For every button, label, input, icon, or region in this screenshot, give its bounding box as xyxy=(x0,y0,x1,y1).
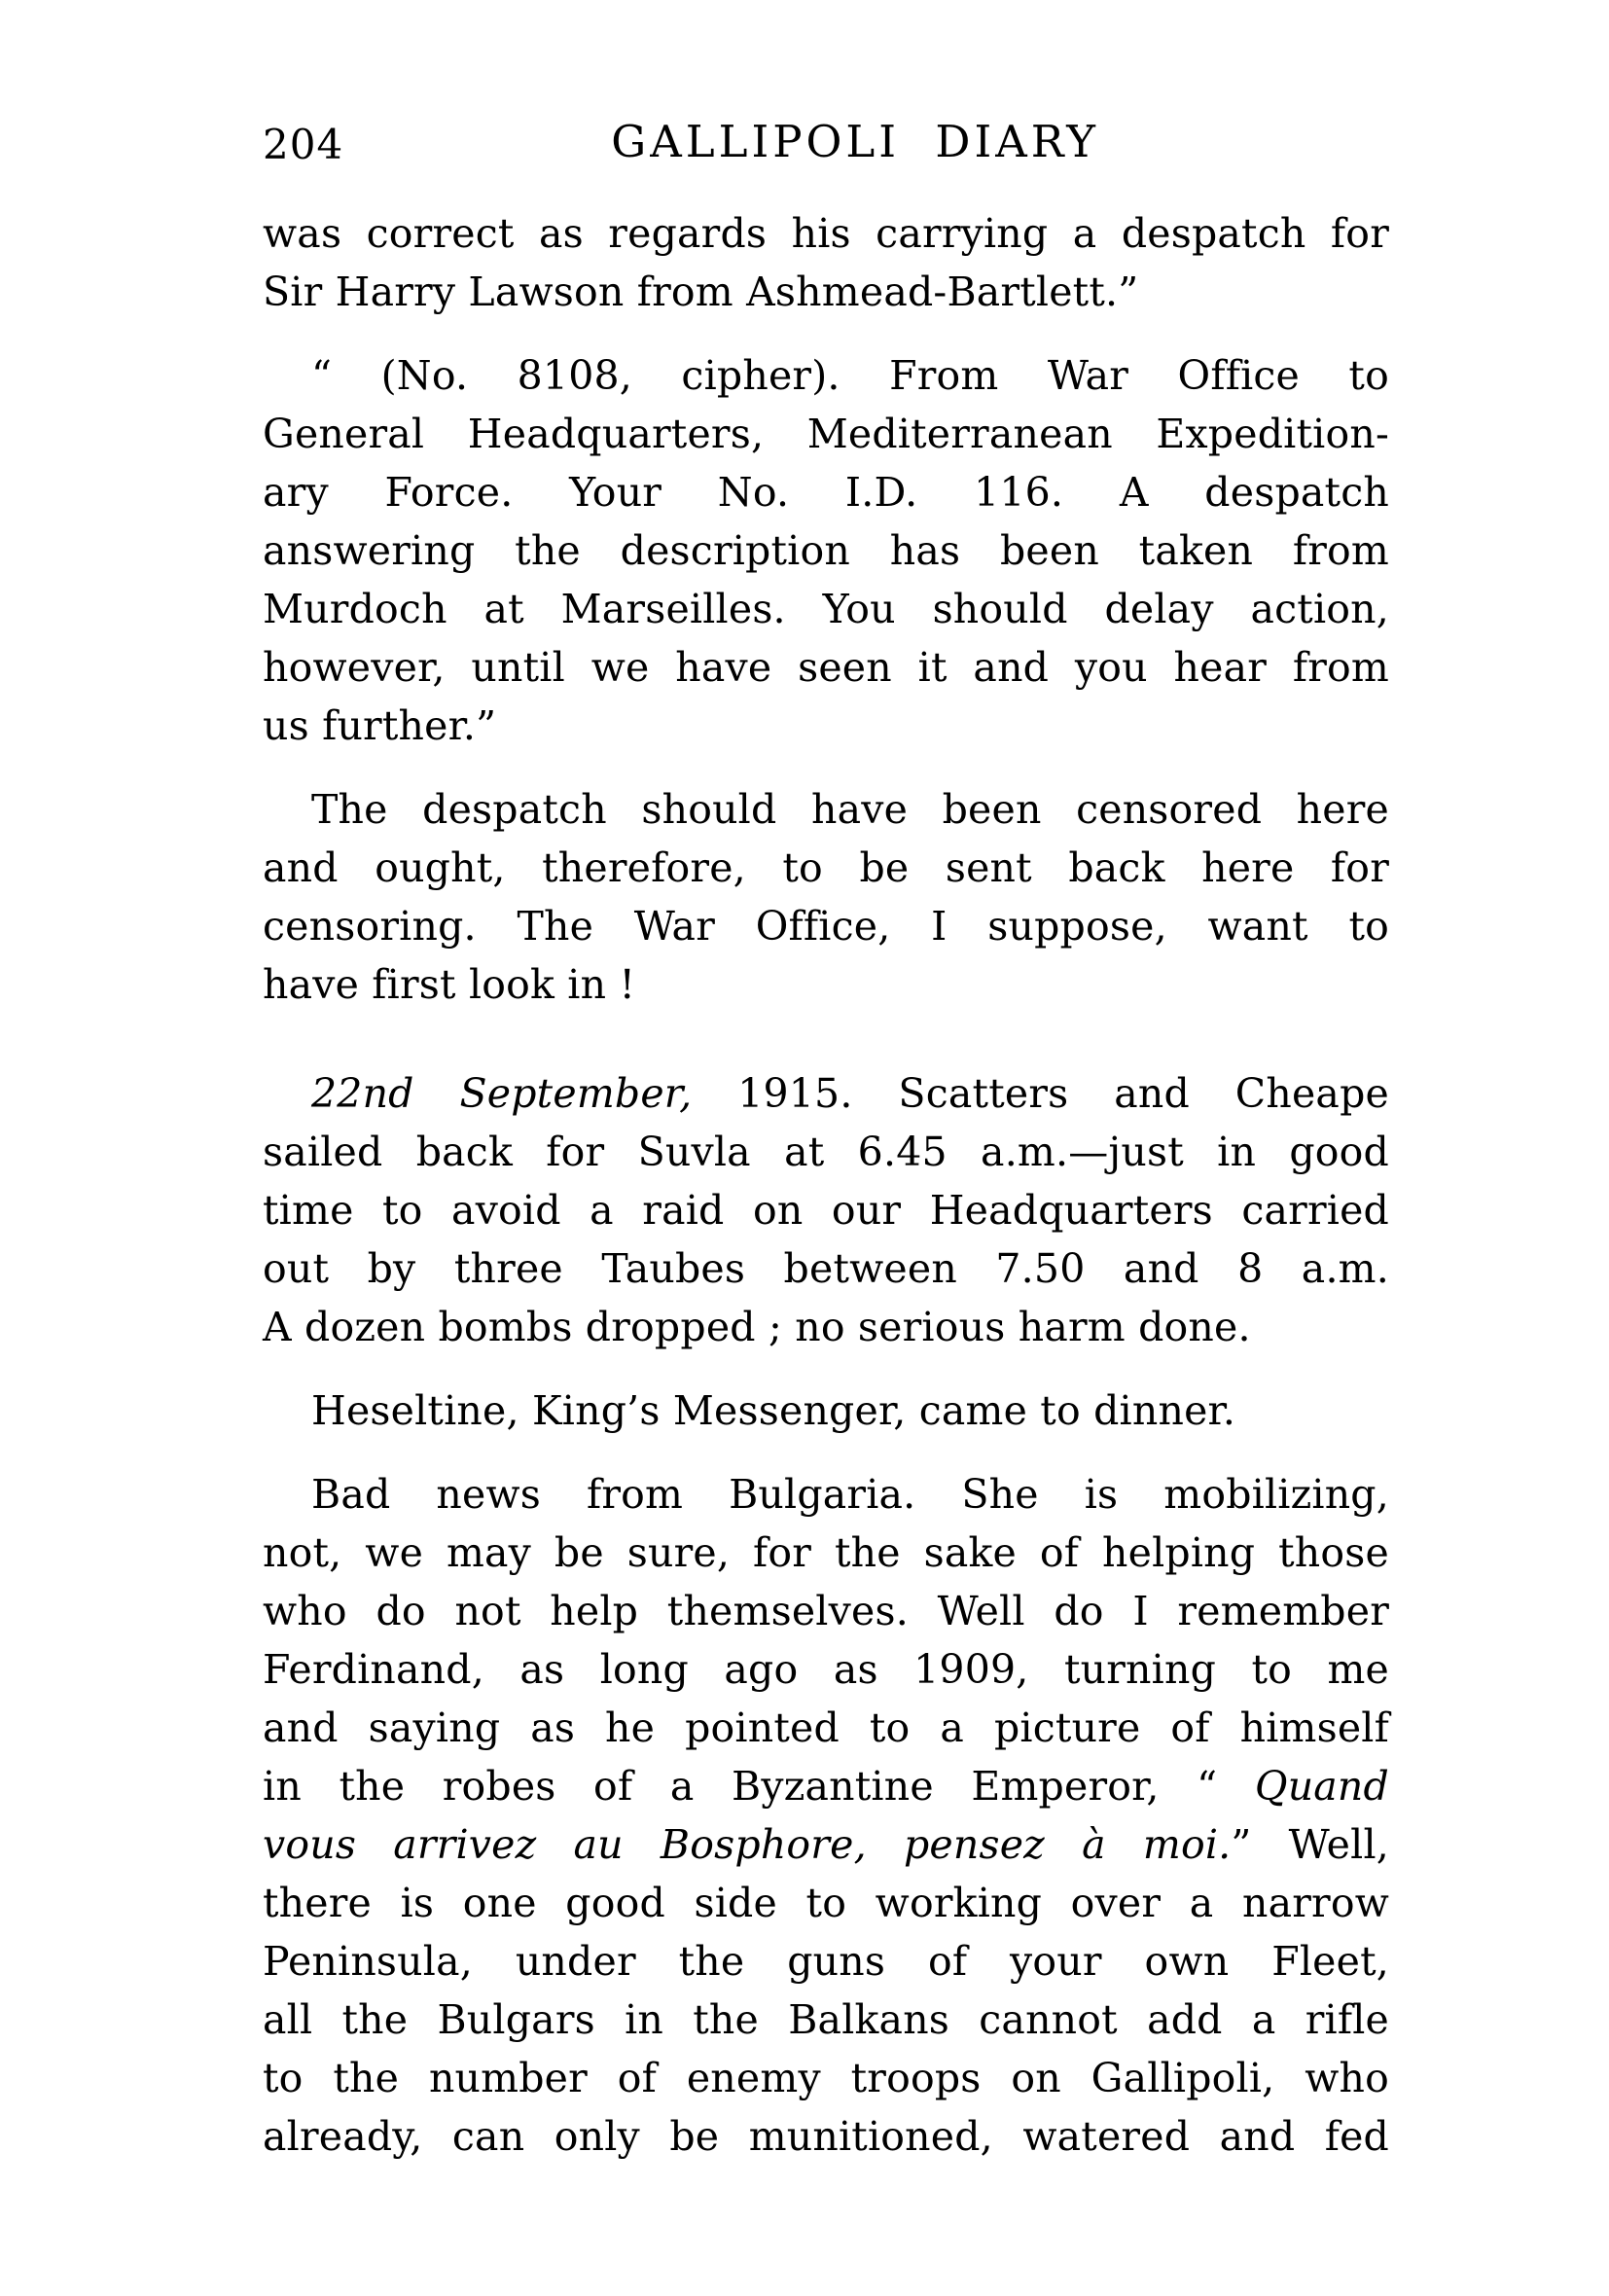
text-line xyxy=(263,463,1389,521)
text-segment: ” Well, xyxy=(1231,1821,1389,1868)
page-body xyxy=(263,204,1389,2166)
text-segment: General Headquarters, Mediterranean Expedition- xyxy=(263,411,1389,457)
text-segment: already, can only be munitioned, watered and fed xyxy=(263,2113,1389,2160)
text-line xyxy=(263,1991,1389,2049)
text-segment: “ (No. 8108, cipher). From War Office to xyxy=(311,352,1389,399)
page-number: 204 xyxy=(263,121,344,168)
text-line xyxy=(263,1465,1389,1524)
text-line xyxy=(263,1381,1389,1440)
text-segment: The despatch should have been censored here xyxy=(311,786,1389,833)
text-segment: 1915. Scatters and Cheape xyxy=(692,1070,1389,1117)
text-segment: in the robes of a Byzantine Emperor, “ xyxy=(263,1763,1255,1810)
text-segment: all the Bulgars in the Balkans cannot add a rifle xyxy=(263,1996,1389,2043)
text-segment: us further.” xyxy=(263,702,497,749)
text-line xyxy=(263,1932,1389,1991)
text-line xyxy=(263,1640,1389,1699)
text-segment: time to avoid a raid on our Headquarters carried xyxy=(263,1187,1389,1234)
paragraph xyxy=(263,780,1389,1014)
text-line xyxy=(263,346,1389,405)
text-line xyxy=(263,638,1389,697)
paragraph xyxy=(263,1064,1389,1356)
paragraph xyxy=(263,346,1389,755)
text-segment: sailed back for Suvla at 6.45 a.m.—just in good xyxy=(263,1129,1389,1175)
text-segment: however, until we have seen it and you hear from xyxy=(263,644,1389,691)
text-line xyxy=(263,780,1389,839)
text-line xyxy=(263,580,1389,638)
text-segment: censoring. The War Office, I suppose, want to xyxy=(263,903,1389,950)
text-line xyxy=(263,1181,1389,1239)
text-line xyxy=(263,263,1389,321)
text-line xyxy=(263,1123,1389,1181)
text-line xyxy=(263,1239,1389,1298)
text-segment: Ferdinand, as long ago as 1909, turning to me xyxy=(263,1646,1389,1693)
text-line xyxy=(263,1064,1389,1123)
text-segment: who do not help themselves. Well do I remember xyxy=(263,1588,1389,1634)
text-line xyxy=(263,1699,1389,1757)
text-segment: have first look in ! xyxy=(263,961,636,1008)
running-title: GALLIPOLI DIARY xyxy=(611,116,1099,167)
text-segment: Bad news from Bulgaria. She is mobilizing, xyxy=(311,1471,1389,1518)
text-segment: and ought, therefore, to be sent back here for xyxy=(263,844,1389,891)
text-line xyxy=(263,697,1389,755)
text-segment: not, we may be sure, for the sake of helping those xyxy=(263,1529,1389,1576)
text-segment: ary Force. Your No. I.D. 116. A despatch xyxy=(263,469,1389,516)
text-segment: Murdoch at Marseilles. You should delay action, xyxy=(263,586,1389,632)
italic-text-segment: Quand xyxy=(1254,1763,1389,1810)
text-line xyxy=(263,521,1389,580)
text-line xyxy=(263,1757,1389,1815)
text-line xyxy=(263,1815,1389,1874)
text-line xyxy=(263,2049,1389,2107)
paragraph xyxy=(263,204,1389,321)
text-line xyxy=(263,1524,1389,1582)
text-segment: out by three Taubes between 7.50 and 8 a.m. xyxy=(263,1245,1389,1292)
text-line xyxy=(263,405,1389,463)
text-line xyxy=(263,204,1389,263)
text-line xyxy=(263,2107,1389,2166)
italic-text-segment: 22nd September, xyxy=(311,1070,693,1117)
text-segment: Peninsula, under the guns of your own Fleet, xyxy=(263,1938,1389,1985)
page-header xyxy=(263,115,1389,171)
text-line xyxy=(263,839,1389,897)
text-line xyxy=(263,1298,1389,1356)
text-segment: and saying as he pointed to a picture of himself xyxy=(263,1704,1389,1751)
text-segment: answering the description has been taken from xyxy=(263,527,1389,574)
italic-text-segment: vous arrivez au Bosphore, pensez à moi. xyxy=(263,1821,1232,1868)
text-segment: to the number of enemy troops on Gallipoli, who xyxy=(263,2055,1389,2101)
text-segment: was correct as regards his carrying a despatch for xyxy=(263,210,1389,257)
text-segment: Sir Harry Lawson from Ashmead-Bartlett.” xyxy=(263,269,1139,315)
text-line xyxy=(263,897,1389,955)
text-line xyxy=(263,1874,1389,1932)
text-line xyxy=(263,1582,1389,1640)
text-line xyxy=(263,955,1389,1014)
paragraph xyxy=(263,1465,1389,2166)
text-segment: A dozen bombs dropped ; no serious harm done. xyxy=(263,1304,1251,1350)
text-segment: Heseltine, King’s Messenger, came to dinner. xyxy=(311,1387,1236,1434)
text-segment: there is one good side to working over a narrow xyxy=(263,1880,1389,1926)
paragraph xyxy=(263,1381,1389,1440)
